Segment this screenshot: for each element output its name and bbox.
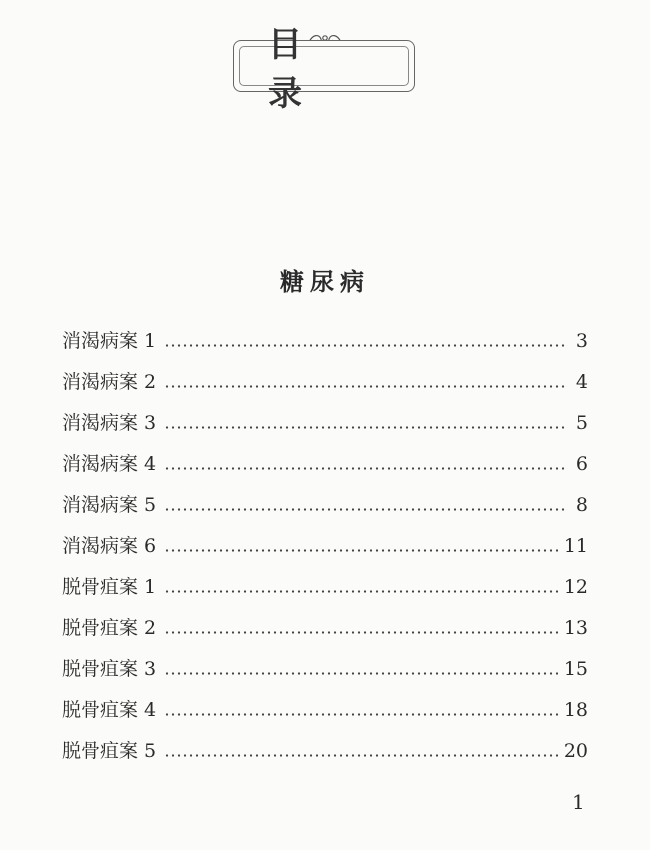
dot-leader bbox=[164, 426, 568, 429]
toc-entry[interactable] bbox=[62, 476, 588, 517]
header bbox=[233, 25, 417, 114]
toc-entry-page: 13 bbox=[563, 617, 588, 639]
toc-entry-title: 脱骨疽案 bbox=[62, 576, 139, 598]
toc-entry-label bbox=[62, 370, 156, 394]
toc-entry-number: 2 bbox=[144, 617, 157, 639]
toc-entry-title: 脱骨疽案 bbox=[62, 699, 139, 721]
dot-leader bbox=[164, 549, 558, 552]
toc-entry-page: 15 bbox=[563, 658, 588, 680]
toc-entry-number: 1 bbox=[144, 330, 157, 352]
toc-entry-title: 消渴病案 bbox=[62, 371, 139, 393]
toc-entry-number: 3 bbox=[144, 658, 157, 680]
toc-entry[interactable] bbox=[62, 517, 588, 558]
toc-entry-title: 脱骨疽案 bbox=[62, 740, 139, 762]
dot-leader bbox=[164, 385, 568, 388]
toc-entry-number: 4 bbox=[144, 699, 157, 721]
toc-entry-label bbox=[62, 657, 156, 681]
toc-entry-number: 5 bbox=[144, 494, 157, 516]
toc-entry[interactable] bbox=[62, 435, 588, 476]
toc-entry-title: 消渴病案 bbox=[62, 535, 139, 557]
toc-entry-label bbox=[62, 329, 156, 353]
toc-entry-number: 2 bbox=[144, 371, 157, 393]
toc-entry-label bbox=[62, 411, 156, 435]
toc-entry-title: 脱骨疽案 bbox=[62, 658, 139, 680]
section-title: 糖尿病 bbox=[280, 267, 370, 296]
dot-leader bbox=[164, 631, 558, 634]
toc-entry-page: 11 bbox=[563, 535, 588, 557]
toc-entry-label bbox=[62, 452, 156, 476]
toc-entry[interactable] bbox=[62, 394, 588, 435]
title-frame bbox=[233, 25, 415, 114]
toc-entry[interactable] bbox=[62, 681, 588, 722]
toc-entry-label bbox=[62, 575, 156, 599]
dot-leader bbox=[164, 713, 558, 716]
page-number: 1 bbox=[572, 790, 585, 814]
toc-entry-page: 8 bbox=[575, 494, 588, 516]
toc-entry[interactable] bbox=[62, 640, 588, 681]
dot-leader bbox=[164, 754, 558, 757]
dot-leader bbox=[164, 467, 568, 470]
toc-entry[interactable] bbox=[62, 558, 588, 599]
table-of-contents bbox=[62, 312, 588, 763]
page-title: 目 录 bbox=[268, 25, 336, 114]
toc-entry-page: 20 bbox=[563, 740, 588, 762]
toc-entry-number: 1 bbox=[144, 576, 157, 598]
toc-entry-title: 消渴病案 bbox=[62, 330, 139, 352]
toc-entry-page: 5 bbox=[575, 412, 588, 434]
toc-entry-page: 3 bbox=[575, 330, 588, 352]
toc-entry-label bbox=[62, 739, 156, 763]
toc-entry-page: 4 bbox=[575, 371, 588, 393]
toc-entry[interactable] bbox=[62, 599, 588, 640]
toc-entry-page: 12 bbox=[563, 576, 588, 598]
dot-leader bbox=[164, 590, 558, 593]
toc-entry-label bbox=[62, 698, 156, 722]
toc-entry-label bbox=[62, 534, 156, 558]
toc-entry-number: 4 bbox=[144, 453, 157, 475]
toc-entry[interactable] bbox=[62, 353, 588, 394]
toc-entry[interactable] bbox=[62, 312, 588, 353]
toc-entry[interactable] bbox=[62, 722, 588, 763]
toc-entry-label bbox=[62, 493, 156, 517]
toc-entry-title: 消渴病案 bbox=[62, 494, 139, 516]
toc-entry-number: 3 bbox=[144, 412, 157, 434]
toc-entry-page: 18 bbox=[563, 699, 588, 721]
toc-entry-title: 消渴病案 bbox=[62, 412, 139, 434]
toc-entry-number: 6 bbox=[144, 535, 157, 557]
dot-leader bbox=[164, 344, 568, 347]
toc-entry-label bbox=[62, 616, 156, 640]
toc-entry-title: 脱骨疽案 bbox=[62, 617, 139, 639]
toc-entry-title: 消渴病案 bbox=[62, 453, 139, 475]
toc-entry-number: 5 bbox=[144, 740, 157, 762]
dot-leader bbox=[164, 508, 568, 511]
toc-entry-page: 6 bbox=[575, 453, 588, 475]
dot-leader bbox=[164, 672, 558, 675]
